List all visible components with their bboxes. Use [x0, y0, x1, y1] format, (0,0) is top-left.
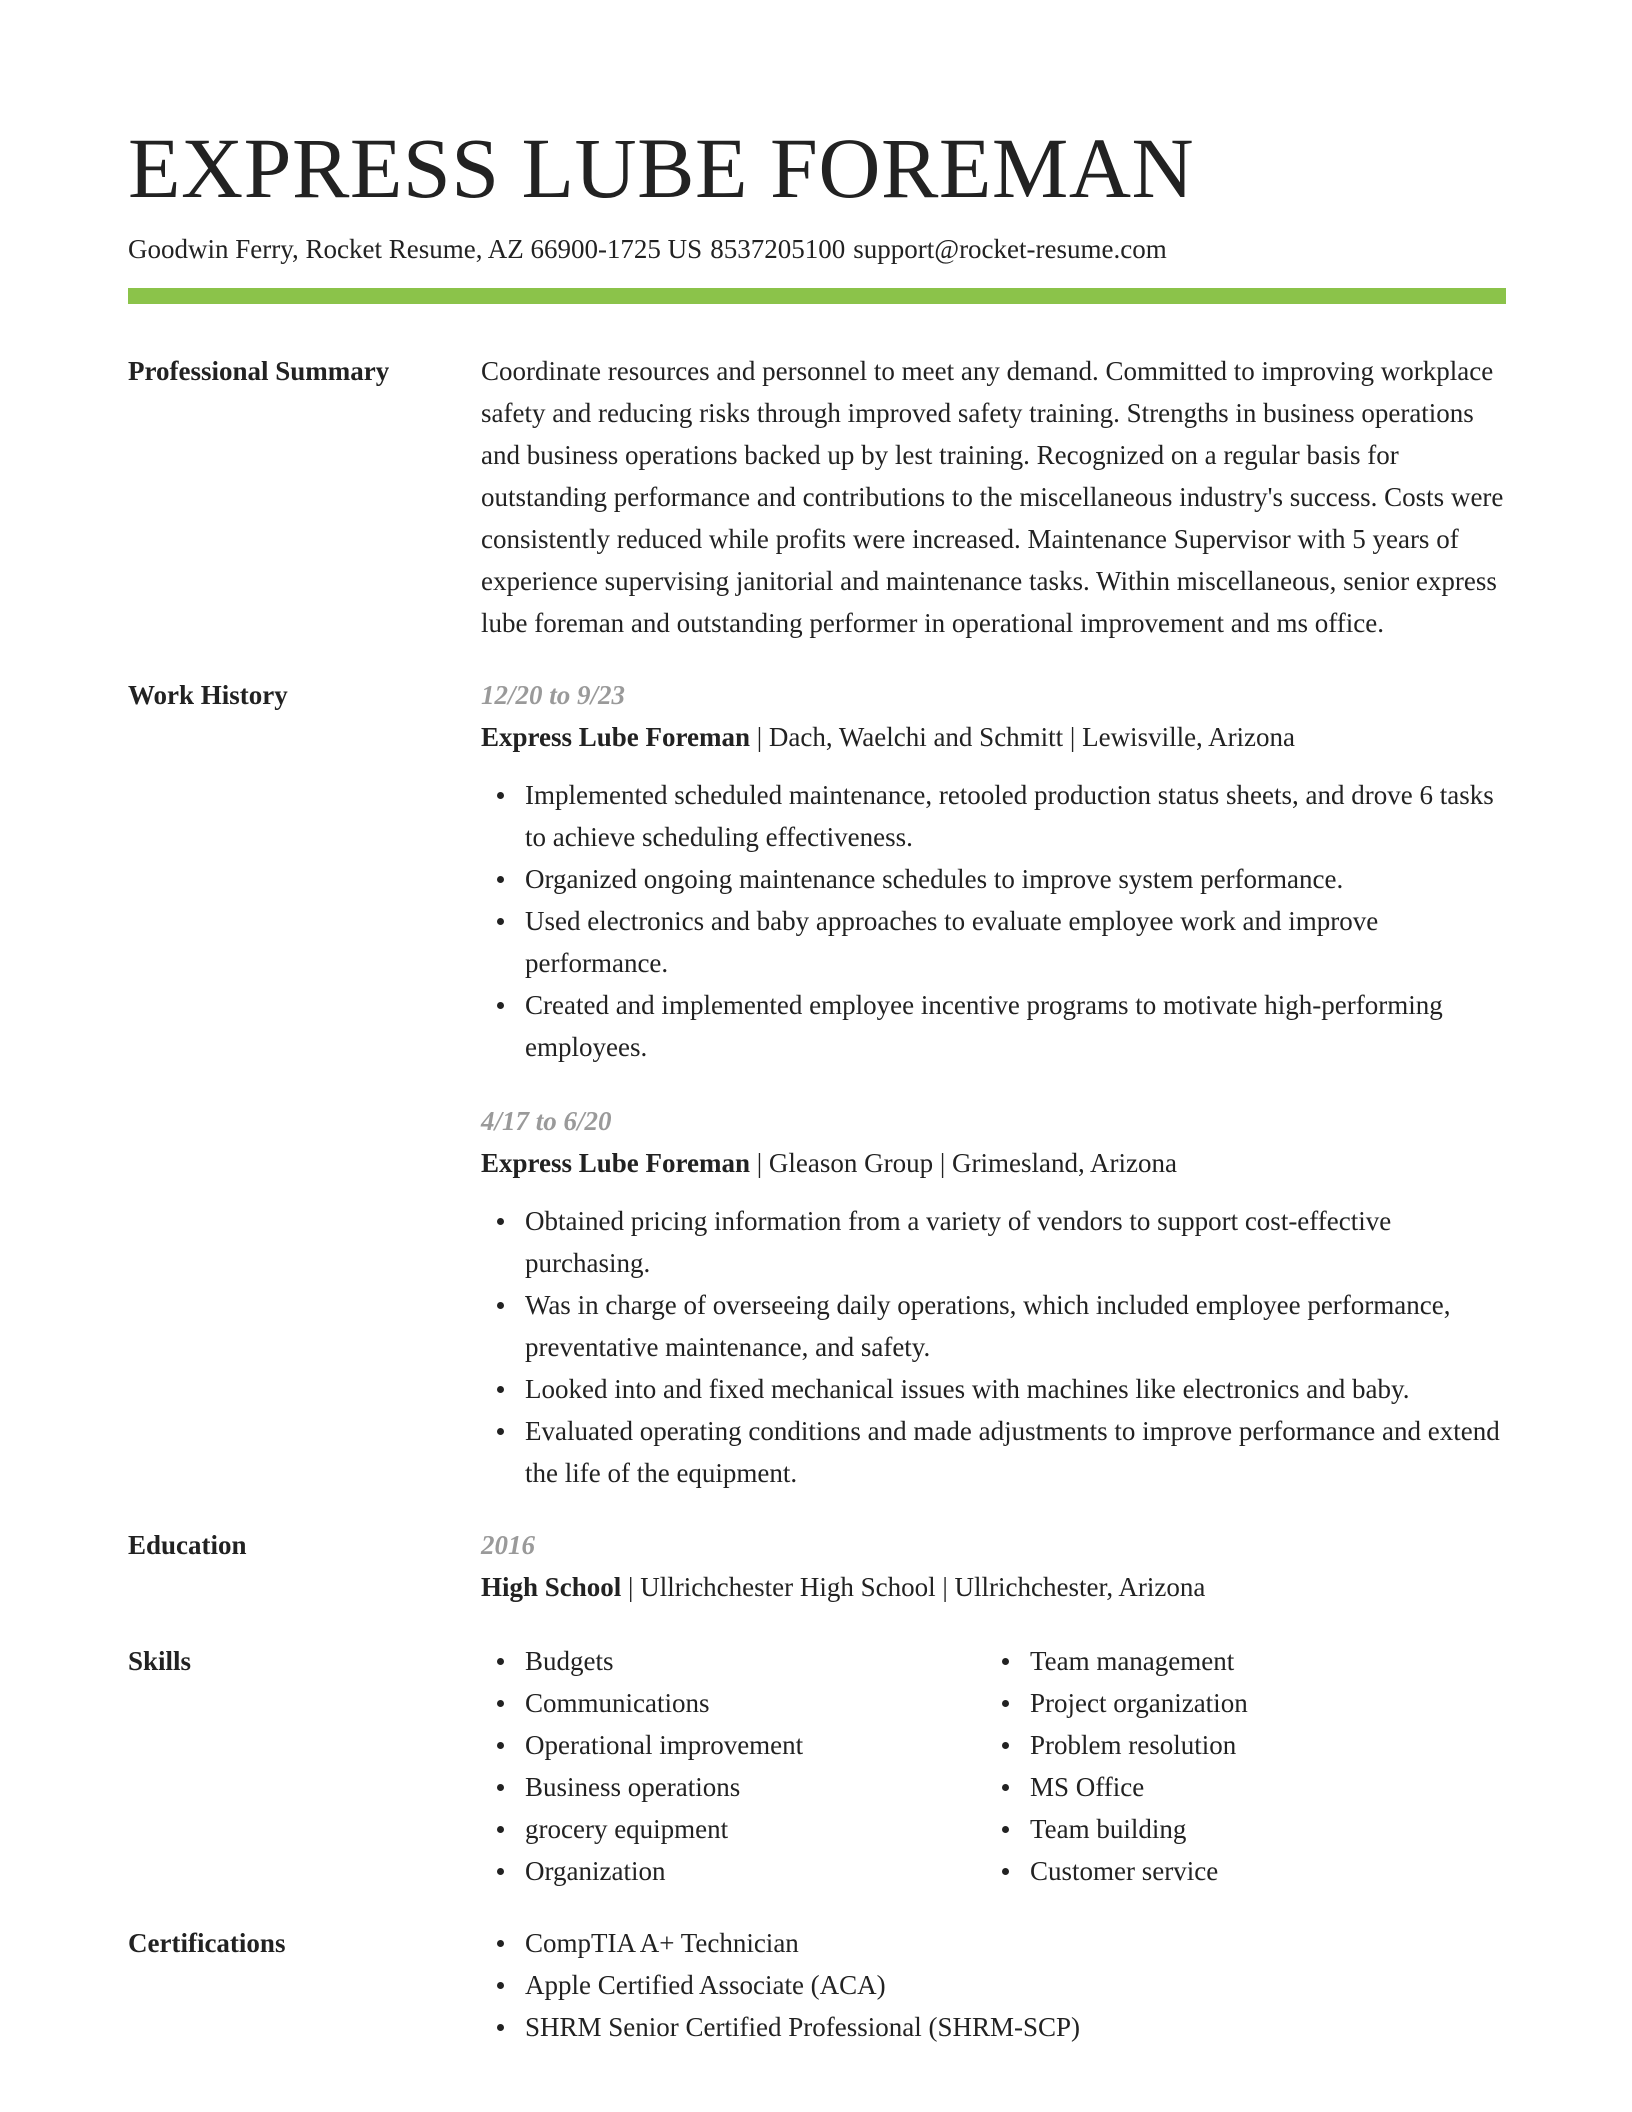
list-item: Team building [1030, 1808, 1491, 1850]
resume-page [128, 118, 1506, 2048]
list-item: Evaluated operating conditions and made adjustments to improve performance and extend the life of the equipment. [525, 1410, 1506, 1494]
list-item: Team management [1030, 1640, 1491, 1682]
education-year: 2016 [481, 1530, 535, 1560]
job-bullets [481, 1200, 1506, 1494]
skills-grid [481, 1640, 1506, 1892]
header-divider [128, 288, 1506, 304]
summary-text: Coordinate resources and personnel to meet any demand. Committed to improving workplace safety and reducing risks through improved safety training. Strengths in business operations and business operations backed up by lest training. Recognized on a regular basis for outstanding performance and contributions to the miscellaneous industry's success. Costs were consistently reduced while profits were increased. Maintenance Supervisor with 5 years of experience supervising janitorial and maintenance tasks. Within miscellaneous, senior express lube foreman and outstanding performer in operational improvement and ms office. [481, 356, 1504, 638]
job-details: | Dach, Waelchi and Schmitt | Lewisville, Arizona [750, 722, 1296, 752]
section-certifications [128, 1922, 1506, 2048]
list-item: Business operations [525, 1766, 986, 1808]
contact-line [128, 230, 1506, 268]
education-degree: High School [481, 1572, 622, 1602]
section-title-summary: Professional Summary [128, 356, 390, 386]
list-item: Obtained pricing information from a variety of vendors to support cost-effective purchasing. [525, 1200, 1506, 1284]
section-title-education: Education [128, 1530, 247, 1560]
job-entry [481, 1100, 1506, 1494]
list-item: Project organization [1030, 1682, 1491, 1724]
resume-name: EXPRESS LUBE FOREMAN [128, 120, 1195, 216]
section-work-history [128, 674, 1506, 1524]
job-role: Express Lube Foreman [481, 722, 751, 752]
section-title-skills: Skills [128, 1646, 192, 1676]
job-dates: 4/17 to 6/20 [481, 1106, 612, 1136]
job-role: Express Lube Foreman [481, 1148, 751, 1178]
contact-phone: 8537205100 [710, 234, 846, 264]
job-bullets [481, 774, 1506, 1068]
skills-list [986, 1640, 1491, 1892]
list-item: Communications [525, 1682, 986, 1724]
job-entry [481, 674, 1506, 1068]
list-item: Implemented scheduled maintenance, retooled production status sheets, and drove 6 tasks to achieve scheduling effectiveness. [525, 774, 1506, 858]
certifications-list [481, 1922, 1506, 2048]
section-skills [128, 1640, 1506, 1892]
list-item: Was in charge of overseeing daily operations, which included employee performance, preventative maintenance, and safety. [525, 1284, 1506, 1368]
list-item: SHRM Senior Certified Professional (SHRM-SCP) [525, 2006, 1506, 2048]
education-line [481, 1566, 1506, 1608]
job-dates: 12/20 to 9/23 [481, 680, 626, 710]
list-item: CompTIA A+ Technician [525, 1922, 1506, 1964]
skills-column-right [986, 1640, 1491, 1892]
list-item: Budgets [525, 1640, 986, 1682]
section-title-work-history: Work History [128, 680, 288, 710]
education-details: | Ullrichchester High School | Ullrichchester, Arizona [621, 1572, 1206, 1602]
contact-email: support@rocket-resume.com [853, 234, 1167, 264]
list-item: Problem resolution [1030, 1724, 1491, 1766]
list-item: Operational improvement [525, 1724, 986, 1766]
list-item: Created and implemented employee incentive programs to motivate high-performing employees. [525, 984, 1506, 1068]
skills-column-left [481, 1640, 986, 1892]
list-item: grocery equipment [525, 1808, 986, 1850]
job-title-line [481, 716, 1506, 758]
section-education [128, 1524, 1506, 1608]
list-item: Organized ongoing maintenance schedules to improve system performance. [525, 858, 1506, 900]
contact-address: Goodwin Ferry, Rocket Resume, AZ 66900-1725 US [128, 234, 703, 264]
section-title-certifications: Certifications [128, 1928, 286, 1958]
job-details: | Gleason Group | Grimesland, Arizona [750, 1148, 1177, 1178]
section-professional-summary [128, 350, 1506, 644]
skills-list [481, 1640, 986, 1892]
list-item: Organization [525, 1850, 986, 1892]
list-item: Looked into and fixed mechanical issues with machines like electronics and baby. [525, 1368, 1506, 1410]
job-title-line [481, 1142, 1506, 1184]
list-item: Customer service [1030, 1850, 1491, 1892]
list-item: Apple Certified Associate (ACA) [525, 1964, 1506, 2006]
list-item: MS Office [1030, 1766, 1491, 1808]
list-item: Used electronics and baby approaches to evaluate employee work and improve performance. [525, 900, 1506, 984]
